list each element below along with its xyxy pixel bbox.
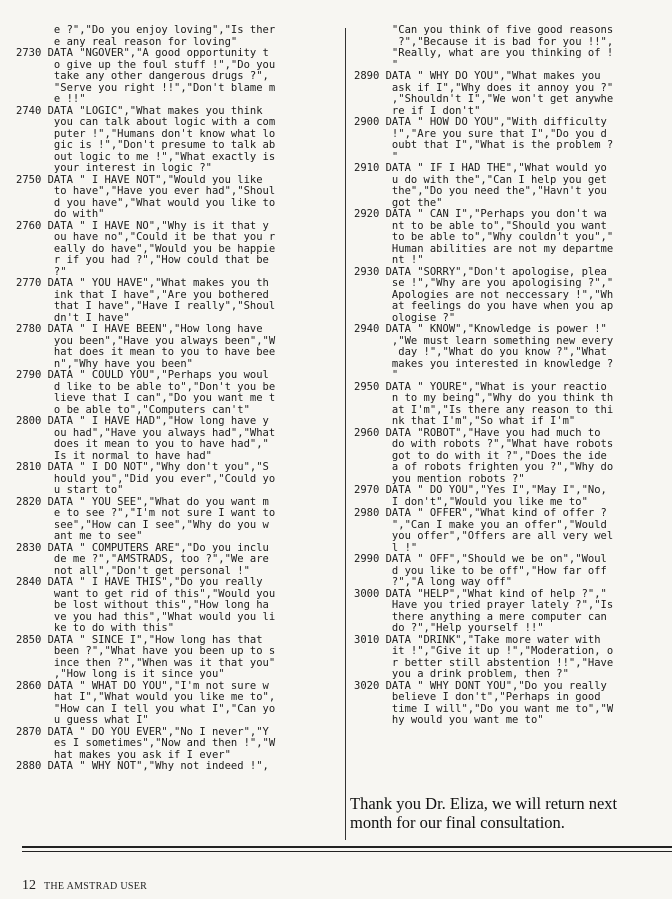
- page-number: 12: [22, 878, 36, 893]
- code-line: be lost without this","How long ha: [16, 600, 269, 611]
- code-line: 2890 DATA " WHY DO YOU","What makes you: [354, 71, 601, 82]
- code-line: 2960 DATA "ROBOT","Have you had much to: [354, 427, 601, 439]
- code-line: d you like to be off","How far off: [354, 565, 607, 577]
- code-line: 2880 DATA " WHY NOT","Why not indeed !",: [16, 761, 269, 772]
- code-line: 2840 DATA " I HAVE THIS","Do you really: [16, 577, 263, 588]
- code-line: n to my being","Why do you think th: [354, 393, 614, 404]
- code-line: 2850 DATA " SINCE I","How long has that: [16, 634, 263, 646]
- code-line: does it mean to you to have had",": [16, 439, 269, 450]
- code-line: you a drink problem, then ?": [354, 669, 569, 680]
- code-line: you mention robots ?": [354, 473, 525, 485]
- listing-column-right: [354, 25, 664, 727]
- column-divider: [345, 28, 346, 840]
- code-line: es I sometimes","Now and then !","W: [16, 738, 276, 749]
- code-line: o give up the foul stuff !","Do you: [16, 59, 276, 71]
- code-line: 2740 DATA "LOGIC","What makes you think: [16, 105, 263, 117]
- code-line: ou have no","Could it be that you r: [16, 232, 276, 243]
- code-line: 2730 DATA "NGOVER","A good opportunity t: [16, 48, 269, 59]
- code-line: de me ?","AMSTRADS, too ?","We are: [16, 554, 269, 565]
- code-line: dn't I have": [16, 312, 130, 324]
- code-line: lieve that I can","Do you want me t: [16, 393, 276, 404]
- code-line: Apologies are not neccessary !","Wh: [354, 289, 614, 301]
- code-line: ant me to see": [16, 531, 143, 542]
- code-line: Human abilities are not my departme: [354, 243, 614, 255]
- code-line: believe I don't","Perhaps in good: [354, 692, 601, 703]
- code-line: se !","Why are you apologising ?",": [354, 278, 614, 289]
- code-line: Is it normal to have had": [16, 450, 212, 462]
- code-line: d like to be able to","Don't you be: [16, 381, 276, 393]
- code-line: see","How can I see","Why do you w: [16, 519, 269, 531]
- code-line: 2830 DATA " COMPUTERS ARE","Do you inclu: [16, 542, 269, 554]
- code-line: ologise ?": [354, 312, 456, 324]
- code-line: gic is !","Don't presume to talk ab: [16, 140, 276, 151]
- code-line: ": [354, 370, 399, 381]
- code-line: day !","What do you know ?","What: [354, 347, 607, 358]
- code-line: you offer","Offers are all very wel: [354, 531, 614, 542]
- code-line: ink that I have","Are you bothered: [16, 289, 269, 301]
- code-line: ?": [16, 266, 67, 278]
- code-line: a of robots frighten you ?","Why do: [354, 462, 614, 473]
- footer-rule-thick: [22, 846, 672, 848]
- code-line: 2970 DATA " DO YOU","Yes I","May I","No,: [354, 485, 607, 496]
- code-line: r better still abstention !!","Have: [354, 657, 614, 669]
- code-line: hy would you want me to": [354, 715, 544, 726]
- code-line: n","Why have you been": [16, 358, 194, 370]
- code-line: do with robots ?","What have robots: [354, 439, 614, 450]
- code-line: "Can you think of five good reasons: [354, 25, 614, 36]
- code-line: 2950 DATA " YOURE","What is your reactio: [354, 381, 607, 393]
- code-line: ","Can I make you an offer","Would: [354, 519, 607, 531]
- code-line: your interest in logic ?": [16, 163, 212, 174]
- code-line: ,"Shouldn't I","We won't get anywhe: [354, 94, 614, 105]
- code-line: been ?","What have you been up to s: [16, 646, 276, 657]
- code-line: ,"We must learn something new every: [354, 335, 614, 347]
- code-line: ": [354, 59, 399, 71]
- code-line: hat I","What would you like me to",: [16, 692, 276, 703]
- page-footer: [22, 876, 147, 894]
- code-line: at feelings do you have when you ap: [354, 301, 614, 312]
- code-line: "How can I tell you what I","Can yo: [16, 703, 276, 715]
- code-line: ince then ?","When was it that you": [16, 657, 276, 669]
- code-line: l !": [354, 542, 418, 554]
- code-line: u guess what I": [16, 715, 149, 726]
- code-line: 2860 DATA " WHAT DO YOU","I'm not sure w: [16, 680, 269, 692]
- code-line: hould you","Did you ever","Could yo: [16, 473, 276, 485]
- code-line: nt !": [354, 255, 424, 266]
- code-line: ?","Because it is bad for you !!",: [354, 36, 614, 48]
- code-line: want to get rid of this","Would you: [16, 588, 276, 600]
- code-line: makes you interested in knowledge ?: [354, 358, 614, 370]
- code-line: re if I don't": [354, 105, 481, 117]
- code-line: that I have","Have I really","Shoul: [16, 301, 276, 312]
- closing-line-1: Thank you Dr. Eliza, we will return next: [350, 794, 618, 813]
- code-line: 2810 DATA " I DO NOT","Why don't you","S: [16, 462, 269, 473]
- footer-rule-thin: [22, 851, 672, 852]
- code-line: 2770 DATA " YOU HAVE","What makes you th: [16, 278, 269, 289]
- code-line: ": [354, 151, 399, 163]
- code-line: "Really, what are you thinking of !: [354, 48, 614, 59]
- code-line: r if you had ?","How could that be: [16, 255, 269, 266]
- code-line: take any other dangerous drugs ?",: [16, 71, 269, 82]
- code-line: u start to": [16, 485, 124, 496]
- code-line: you can talk about logic with a com: [16, 117, 276, 128]
- code-line: 2750 DATA " I HAVE NOT","Would you like: [16, 174, 263, 186]
- code-line: e to see ?","I'm not sure I want to: [16, 508, 276, 519]
- code-line: ou had","Have you always had","What: [16, 427, 276, 439]
- code-line: u do with the","Can I help you get: [354, 174, 607, 186]
- code-line: 3000 DATA "HELP","What kind of help ?",": [354, 588, 607, 600]
- code-line: e ?","Do you enjoy loving","Is ther: [16, 25, 276, 36]
- code-line: 3020 DATA " WHY DONT YOU","Do you really: [354, 680, 607, 692]
- code-line: 2800 DATA " I HAVE HAD","How long have y: [16, 416, 269, 427]
- code-line: e !!": [16, 94, 86, 105]
- code-line: nt to be able to","Should you want: [354, 220, 607, 232]
- code-line: 2910 DATA " IF I HAD THE","What would yo: [354, 163, 607, 174]
- code-line: ve you had this","What would you li: [16, 611, 276, 623]
- code-line: you been","Have you always been","W: [16, 335, 276, 347]
- code-line: do with": [16, 209, 105, 220]
- code-line: 2870 DATA " DO YOU EVER","No I never","Y: [16, 726, 269, 738]
- code-line: 2990 DATA " OFF","Should we be on","Woul: [354, 554, 607, 565]
- code-line: ask if I","Why does it annoy you ?": [354, 82, 614, 94]
- code-line: d you have","What would you like to: [16, 197, 276, 209]
- code-line: puter !","Humans don't know what lo: [16, 128, 276, 140]
- code-line: got the": [354, 197, 443, 209]
- code-line: 2900 DATA " HOW DO YOU","With difficulty: [354, 117, 607, 128]
- code-line: it !","Give it up !","Moderation, o: [354, 646, 614, 657]
- listing-column-left: [16, 25, 346, 773]
- code-line: e any real reason for loving": [16, 36, 238, 48]
- code-line: "Serve you right !!","Don't blame m: [16, 82, 276, 94]
- code-line: ke to do with this": [16, 623, 175, 634]
- code-line: oubt that I","What is the problem ?: [354, 140, 614, 151]
- code-line: hat does it mean to you to have bee: [16, 347, 276, 358]
- code-line: I don't","Would you like me to": [354, 496, 588, 508]
- code-line: 2790 DATA " COULD YOU","Perhaps you woul: [16, 370, 269, 381]
- code-line: not all","Don't get personal !": [16, 565, 250, 577]
- code-line: at I'm","Is there any reason to thi: [354, 404, 614, 416]
- code-line: ?","A long way off": [354, 577, 513, 588]
- code-line: time I will","Do you want me to","W: [354, 703, 614, 715]
- code-line: do ?","Help yourself !!": [354, 623, 544, 634]
- code-line: 2920 DATA " CAN I","Perhaps you don't wa: [354, 209, 607, 220]
- code-line: 2760 DATA " I HAVE NO","Why is it that y: [16, 220, 269, 232]
- code-line: 2930 DATA "SORRY","Don't apologise, plea: [354, 266, 607, 278]
- code-line: eally do have","Would you be happie: [16, 243, 276, 255]
- code-line: there anything a mere computer can: [354, 611, 607, 623]
- code-line: 2780 DATA " I HAVE BEEN","How long have: [16, 324, 263, 335]
- code-line: 2820 DATA " YOU SEE","What do you want m: [16, 496, 269, 508]
- code-line: to be able to","Why couldn't you",": [354, 232, 614, 243]
- code-line: 2980 DATA " OFFER","What kind of offer ?: [354, 508, 607, 519]
- code-line: to have","Have you ever had","Shoul: [16, 186, 276, 197]
- code-line: nk that I'm","So what if I'm": [354, 416, 576, 427]
- closing-line-2: month for our final consultation.: [350, 813, 565, 832]
- closing-note: [350, 794, 668, 832]
- code-line: out logic to me !","What exactly is: [16, 151, 276, 163]
- code-line: ,"How long is it since you": [16, 669, 225, 680]
- code-line: Have you tried prayer lately ?","Is: [354, 600, 614, 611]
- magazine-title: THE AMSTRAD USER: [44, 881, 148, 892]
- code-line: got to do with it ?","Does the ide: [354, 450, 607, 462]
- code-line: the","Do you need the","Havn't you: [354, 186, 607, 197]
- code-line: o be able to","Computers can't": [16, 404, 250, 416]
- code-line: 2940 DATA " KNOW","Knowledge is power !": [354, 324, 607, 335]
- code-line: hat makes you ask if I ever": [16, 749, 231, 761]
- code-line: !","Are you sure that I","Do you d: [354, 128, 607, 140]
- code-line: 3010 DATA "DRINK","Take more water with: [354, 634, 601, 646]
